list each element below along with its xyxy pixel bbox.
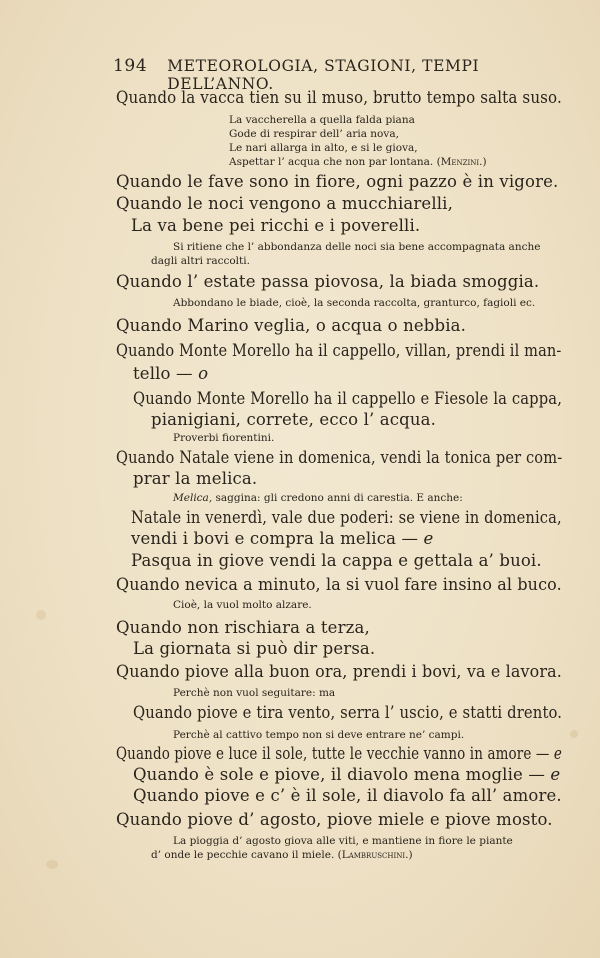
- conjunction: e: [423, 529, 434, 548]
- note-line: Perchè non vuol seguitare: ma: [173, 687, 336, 699]
- proverb-line: pianigiani, correte, ecco l’ acqua.: [151, 410, 437, 429]
- note-term: Melica,: [173, 492, 213, 504]
- note-citation: (Lambruschini.): [337, 849, 413, 861]
- foxing-spot: [46, 860, 58, 869]
- proverb-line: [131, 529, 433, 548]
- poem-line: Gode di respirar dell’ aria nova,: [229, 128, 399, 140]
- proverb-line: Quando le noci vengono a mucchiarelli,: [116, 194, 453, 213]
- conjunction: o: [198, 364, 209, 383]
- proverb-line: Quando piove e tira vento, serra l’ uscio, e statti drento.: [133, 703, 563, 722]
- proverb-line: La va bene pei ricchi e i poverelli.: [131, 216, 421, 235]
- poem-text: Aspettar l’ acqua che non par lontana.: [229, 156, 434, 168]
- proverb-line: Natale in venerdì, vale due poderi: se viene in domenica,: [131, 508, 562, 527]
- proverb-line: Quando non rischiara a terza,: [116, 618, 370, 637]
- note-text: d’ onde le pecchie cavano il miele.: [151, 849, 335, 861]
- proverb-text: tello —: [133, 364, 193, 383]
- proverb-text: Quando piove e luce il sole, tutte le vecchie vanno in amore —: [116, 744, 550, 763]
- proverb-text: Quando è sole e piove, il diavolo mena moglie —: [133, 765, 545, 784]
- note-line: Abbondano le biade, cioè, la seconda raccolta, granturco, fagioli ec.: [173, 297, 536, 309]
- proverb-line: [116, 744, 562, 763]
- poem-line: Le nari allarga in alto, e si le giova,: [229, 142, 418, 154]
- note-line: [173, 492, 463, 504]
- poem-line: La vaccherella a quella falda piana: [229, 114, 415, 126]
- proverb-line: Quando Marino veglia, o acqua o nebbia.: [116, 316, 467, 335]
- conjunction: e: [553, 744, 562, 763]
- proverb-line: Pasqua in giove vendi la cappa e gettala a’ buoi.: [131, 551, 542, 570]
- proverb-line: [133, 765, 560, 784]
- proverb-line: Quando Natale viene in domenica, vendi la tonica per com-: [116, 448, 563, 467]
- note-line: Proverbi fiorentini.: [173, 432, 275, 444]
- note-line: [151, 849, 413, 861]
- note-text: saggina: gli credono anni di carestia. E anche:: [215, 492, 463, 504]
- note-line: dagli altri raccolti.: [151, 255, 250, 267]
- proverb-line: Quando l’ estate passa piovosa, la biada smoggia.: [116, 272, 540, 291]
- proverb-line: Quando piove d’ agosto, piove miele e piove mosto.: [116, 810, 553, 829]
- note-line: Perchè al cattivo tempo non si deve entrare ne’ campi.: [173, 729, 465, 741]
- conjunction: e: [550, 765, 561, 784]
- proverb-line: Quando piove e c’ è il sole, il diavolo fa all’ amore.: [133, 786, 562, 805]
- foxing-spot: [570, 730, 578, 738]
- proverb-line: Quando Monte Morello ha il cappello, villan, prendi il man-: [116, 341, 562, 360]
- poem-citation: (Menzini.): [436, 156, 487, 168]
- proverb-line: Quando nevica a minuto, la si vuol fare insino al buco.: [116, 575, 562, 594]
- proverb-line: La giornata si può dir persa.: [133, 639, 376, 658]
- note-line: Si ritiene che l’ abbondanza delle noci sia bene accompagnata anche: [173, 241, 541, 253]
- proverb-line: Quando la vacca tien su il muso, brutto tempo salta suso.: [116, 88, 562, 107]
- proverb-line: Quando Monte Morello ha il cappello e Fiesole la cappa,: [133, 389, 563, 408]
- proverb-line: Quando le fave sono in fiore, ogni pazzo è in vigore.: [116, 172, 559, 191]
- foxing-spot: [36, 610, 46, 620]
- note-line: Cioè, la vuol molto alzare.: [173, 599, 312, 611]
- proverb-text: vendi i bovi e compra la melica —: [131, 529, 419, 548]
- proverb-line: Quando piove alla buon ora, prendi i bovi, va e lavora.: [116, 662, 562, 681]
- proverb-line: [133, 364, 208, 383]
- note-line: La pioggia d’ agosto giova alle viti, e mantiene in fiore le piante: [173, 835, 513, 847]
- running-title: METEOROLOGIA, STAGIONI, TEMPI DELL’ANNO.: [167, 57, 480, 93]
- page-number: 194: [113, 56, 148, 76]
- poem-line: [229, 156, 487, 168]
- proverb-line: prar la melica.: [133, 469, 258, 488]
